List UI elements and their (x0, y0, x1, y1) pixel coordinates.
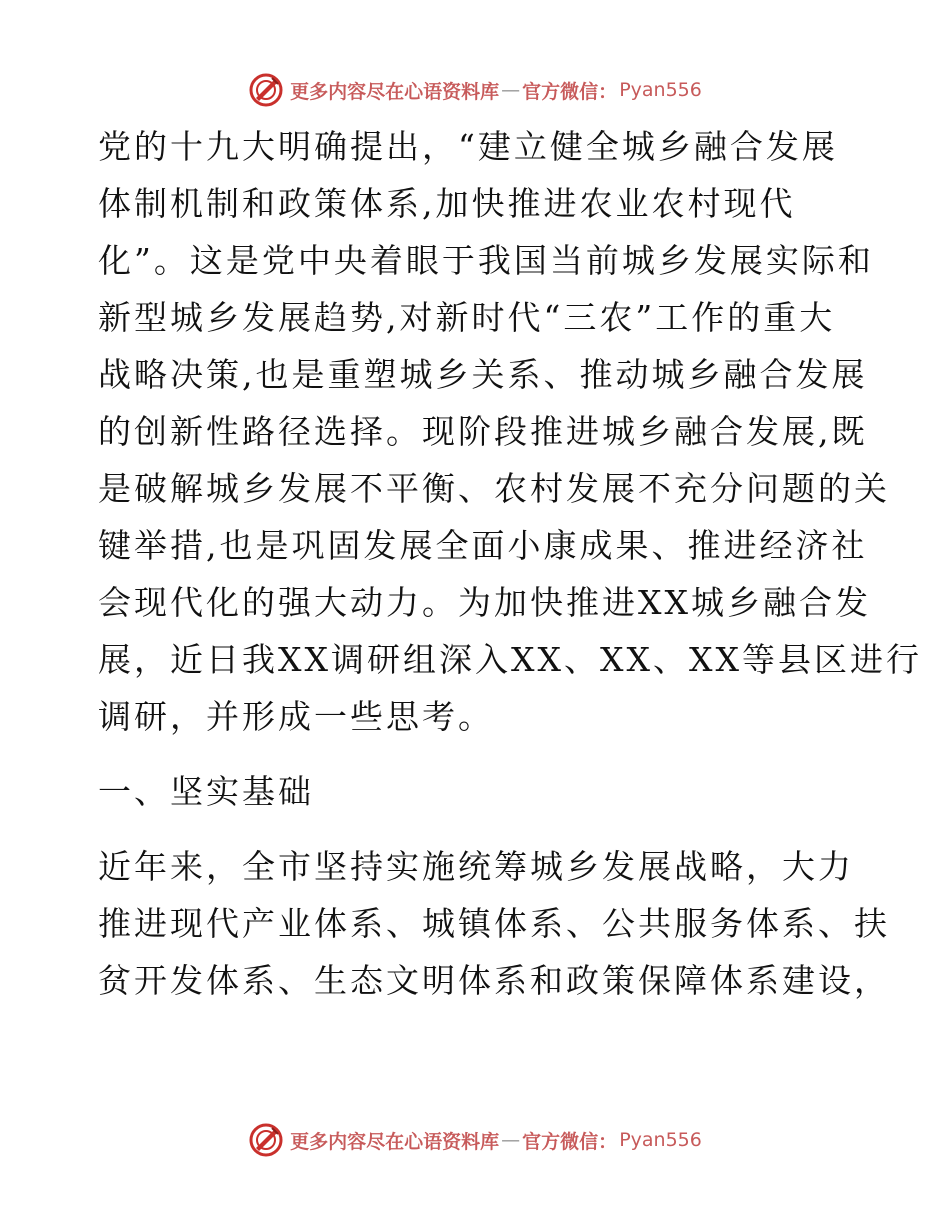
text-line: 是破解城乡发展不平衡、农村发展不充分问题的关 (98, 469, 890, 508)
text-line: 调研，并形成一些思考。 (98, 697, 494, 736)
seal-logo-icon (248, 72, 284, 108)
text-line: 的创新性路径选择。现阶段推进城乡融合发展,既 (98, 412, 868, 451)
watermark-dash: — (501, 1129, 521, 1151)
watermark-main: 更多内容尽在心语资料库 (290, 80, 500, 103)
watermark-wechat-label: 官方微信： (522, 80, 618, 103)
text-line: 推进现代产业体系、城镇体系、公共服务体系、扶 (98, 904, 890, 943)
text-line: 新型城乡发展趋势,对新时代“三农”工作的重大 (98, 298, 836, 337)
header-watermark (0, 70, 950, 110)
watermark-wechat-label: 官方微信： (522, 1130, 618, 1153)
seal-logo-icon (248, 1122, 284, 1158)
text-line: 展，近日我XX调研组深入XX、XX、XX等县区进行 (98, 640, 922, 679)
footer-watermark (0, 1120, 950, 1160)
watermark-text (290, 1127, 702, 1154)
text-line: 党的十九大明确提出，“建立健全城乡融合发展 (98, 127, 838, 166)
watermark-wechat-id: Pyan556 (619, 1129, 702, 1151)
watermark-dash: — (501, 79, 521, 101)
paragraph-section-1 (98, 838, 890, 1009)
text-line: 体制机制和政策体系,加快推进农业农村现代 (98, 184, 796, 223)
watermark-main: 更多内容尽在心语资料库 (290, 1130, 500, 1153)
text-line: 战略决策,也是重塑城乡关系、推动城乡融合发展 (98, 355, 868, 394)
watermark-text (290, 77, 702, 104)
text-line: 贫开发体系、生态文明体系和政策保障体系建设， (98, 961, 890, 1000)
text-line: 化”。这是党中央着眼于我国当前城乡发展实际和 (98, 241, 874, 280)
text-line: 近年来，全市坚持实施统筹城乡发展战略，大力 (98, 847, 854, 886)
section-heading (98, 763, 858, 820)
watermark-wechat-id: Pyan556 (619, 79, 702, 101)
document-body (98, 118, 922, 1009)
paragraph-intro (98, 118, 922, 745)
heading-line: 一、坚实基础 (98, 772, 314, 811)
text-line: 会现代化的强大动力。为加快推进XX城乡融合发 (98, 583, 871, 622)
text-line: 键举措,也是巩固发展全面小康成果、推进经济社 (98, 526, 868, 565)
